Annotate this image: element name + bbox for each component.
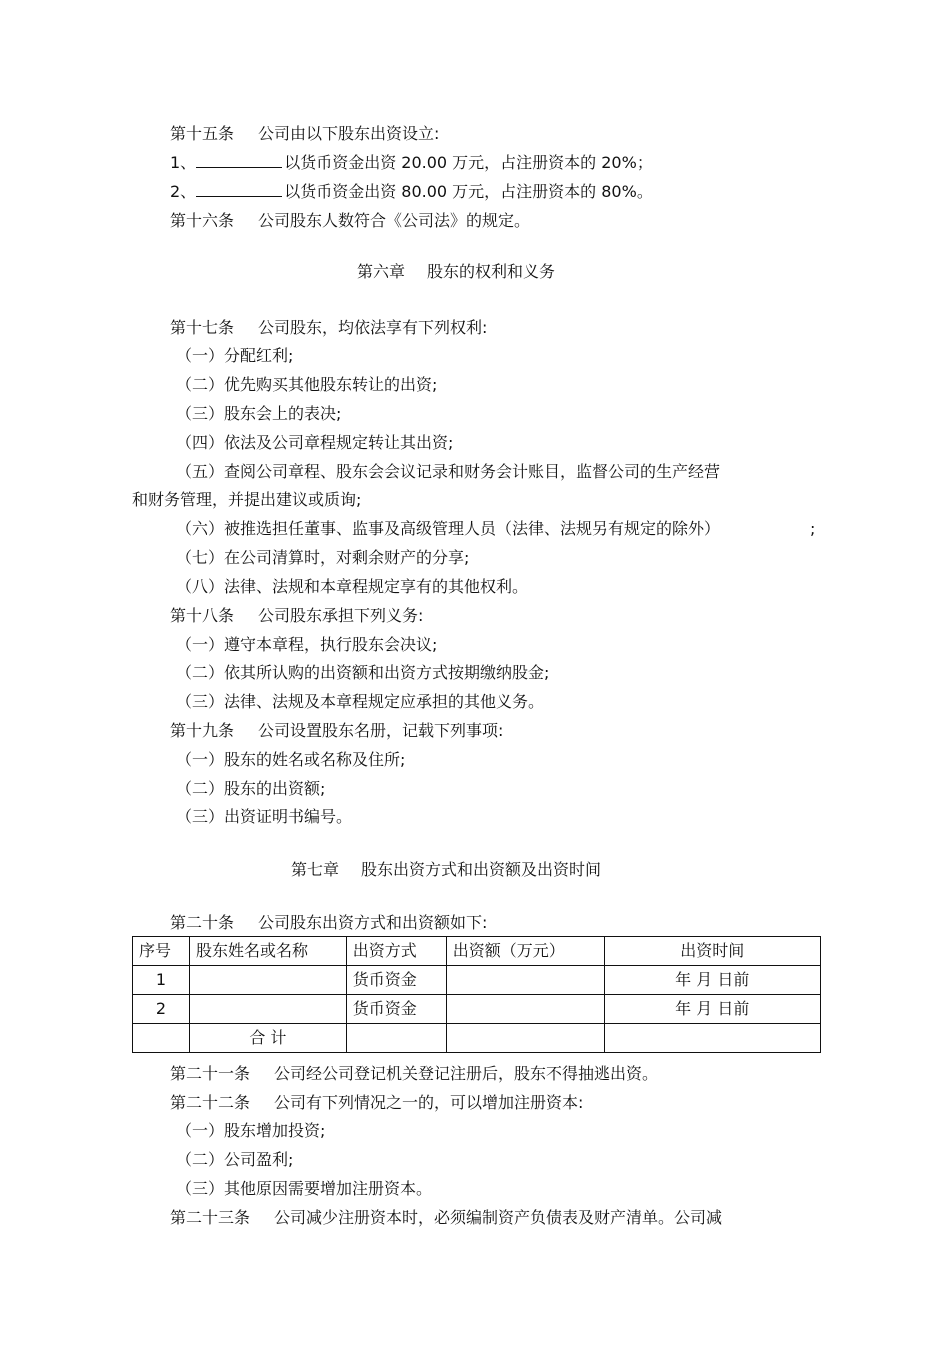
article-text: 公司有下列情况之一的，可以增加注册资本:	[274, 1093, 584, 1112]
article-text: 公司股东人数符合《公司法》的规定。	[258, 211, 531, 230]
article-label: 第十八条	[170, 606, 235, 625]
cell-method: 货币资金	[346, 966, 446, 995]
article-text: 公司股东，均依法享有下列权利:	[258, 318, 488, 337]
cell-no	[133, 1024, 190, 1053]
increase-item-1: （一）股东增加投资;	[176, 1121, 326, 1140]
cell-method	[346, 1024, 446, 1053]
table-row	[133, 966, 821, 995]
cell-time	[604, 1024, 820, 1053]
blank-line	[196, 182, 282, 197]
cell-time: 年 月 日前	[604, 995, 820, 1024]
table-total-row	[133, 1024, 821, 1053]
chapter-title: 股东出资方式和出资额及出资时间	[361, 860, 602, 879]
cell-no: 1	[133, 966, 190, 995]
chapter-7-heading	[291, 860, 601, 880]
table-header-row	[133, 937, 821, 966]
shareholder-text: 以货币资金出资 80.00 万元，占注册资本的 80%。	[284, 182, 653, 201]
register-item-2: （二）股东的出资额;	[176, 779, 326, 798]
right-item-2: （二）优先购买其他股东转让的出资;	[176, 375, 438, 394]
right-item-6: （六）被推选担任董事、监事及高级管理人员（法律、法规另有规定的除外）	[176, 519, 721, 538]
chapter-label: 第七章	[291, 860, 340, 879]
chapter-label: 第六章	[357, 262, 406, 281]
total-label: 合 计	[189, 1024, 346, 1053]
article-23	[170, 1208, 722, 1228]
shareholder-line-1	[170, 153, 653, 173]
article-label: 第十五条	[170, 124, 235, 143]
article-21	[170, 1064, 658, 1084]
cell-time: 年 月 日前	[604, 966, 820, 995]
header-cell-name: 股东姓名或名称	[189, 937, 346, 966]
cell-name	[189, 966, 346, 995]
header-cell-amount: 出资额（万元）	[446, 937, 604, 966]
right-item-1: （一）分配红利;	[176, 346, 294, 365]
cell-name	[189, 995, 346, 1024]
article-label: 第十九条	[170, 721, 235, 740]
cell-amount	[446, 995, 604, 1024]
shareholder-line-2	[170, 182, 653, 202]
list-number: 1、	[170, 153, 197, 172]
article-text: 公司减少注册资本时，必须编制资产负债表及财产清单。公司减	[274, 1208, 723, 1227]
right-item-5: （五）查阅公司章程、股东会会议记录和财务会计账目，监督公司的生产经营	[176, 462, 721, 481]
right-item-7: （七）在公司清算时，对剩余财产的分享;	[176, 548, 470, 567]
register-item-1: （一）股东的姓名或名称及住所;	[176, 750, 406, 769]
duty-item-2: （二）依其所认购的出资额和出资方式按期缴纳股金;	[176, 663, 550, 682]
header-cell-no: 序号	[133, 937, 190, 966]
right-item-4: （四）依法及公司章程规定转让其出资;	[176, 433, 454, 452]
cell-no: 2	[133, 995, 190, 1024]
shareholder-text: 以货币资金出资 20.00 万元，占注册资本的 20%；	[284, 153, 653, 172]
chapter-6-heading	[357, 262, 555, 282]
article-22	[170, 1093, 583, 1113]
article-label: 第十七条	[170, 318, 235, 337]
increase-item-2: （二）公司盈利;	[176, 1150, 294, 1169]
article-19	[170, 721, 503, 741]
right-item-5-cont: 和财务管理，并提出建议或质询;	[132, 490, 362, 509]
chapter-title: 股东的权利和义务	[427, 262, 556, 281]
header-cell-time: 出资时间	[604, 937, 820, 966]
cell-amount	[446, 1024, 604, 1053]
article-17	[170, 318, 487, 338]
article-text: 公司股东出资方式和出资额如下:	[258, 913, 488, 932]
header-cell-method: 出资方式	[346, 937, 446, 966]
right-item-3: （三）股东会上的表决;	[176, 404, 342, 423]
article-text: 公司经公司登记机关登记注册后，股东不得抽逃出资。	[274, 1064, 659, 1083]
article-18	[170, 606, 423, 626]
article-label: 第二十三条	[170, 1208, 251, 1227]
article-label: 第十六条	[170, 211, 235, 230]
cell-method: 货币资金	[346, 995, 446, 1024]
table-row	[133, 995, 821, 1024]
blank-line	[196, 153, 282, 168]
contribution-table	[132, 936, 821, 1053]
article-15	[170, 124, 439, 144]
article-16	[170, 211, 530, 231]
article-text: 公司由以下股东出资设立:	[258, 124, 440, 143]
right-item-6-tail: ;	[810, 519, 816, 538]
duty-item-3: （三）法律、法规及本章程规定应承担的其他义务。	[176, 692, 545, 711]
article-20	[170, 913, 487, 933]
article-label: 第二十条	[170, 913, 235, 932]
list-number: 2、	[170, 182, 197, 201]
right-item-8: （八）法律、法规和本章程规定享有的其他权利。	[176, 577, 529, 596]
cell-amount	[446, 966, 604, 995]
article-text: 公司股东承担下列义务:	[258, 606, 424, 625]
increase-item-3: （三）其他原因需要增加注册资本。	[176, 1179, 433, 1198]
duty-item-1: （一）遵守本章程，执行股东会决议;	[176, 635, 438, 654]
register-item-3: （三）出资证明书编号。	[176, 807, 353, 826]
article-label: 第二十二条	[170, 1093, 251, 1112]
article-label: 第二十一条	[170, 1064, 251, 1083]
article-text: 公司设置股东名册，记载下列事项:	[258, 721, 504, 740]
